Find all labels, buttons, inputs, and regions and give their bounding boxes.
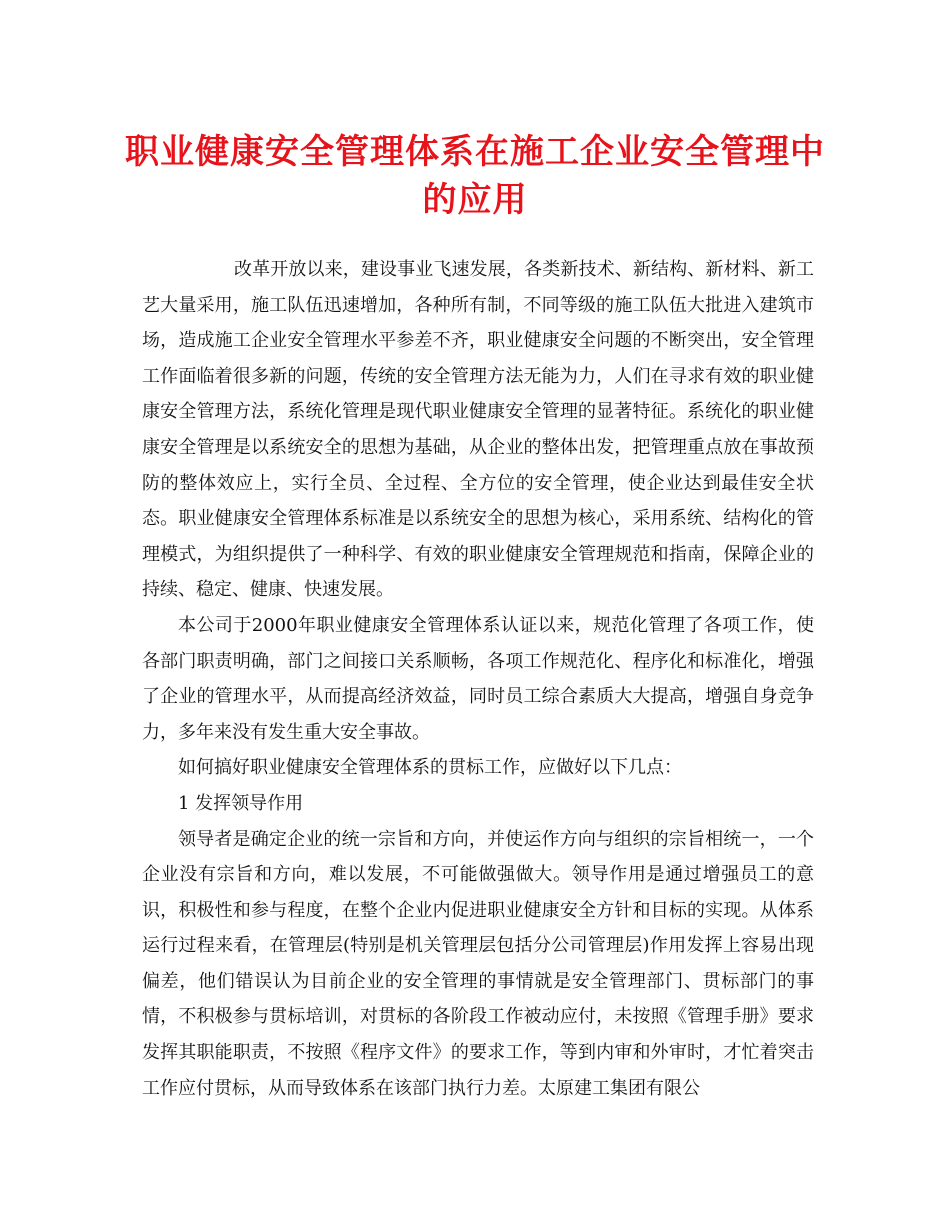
document-body	[142, 252, 814, 1106]
leadership-paragraph: 领导者是确定企业的统一宗旨和方向，并使运作方向与组织的宗旨相统一，一个企业没有宗旨和方向，难以发展，不可能做强做大。领导作用是通过增强员工的意识，积极性和参与程度，在整个企业内促进职业健康安全方针和目标的实现。从体系运行过程来看，在管理层(特别是机关管理层包括分公司管理层)作用发挥上容易出现偏差，他们错误认为目前企业的安全管理的事情就是安全管理部门、贯标部门的事情，不积极参与贯标培训，对贯标的各阶段工作被动应付，未按照《管理手册》要求发挥其职能职责，不按照《程序文件》的要求工作，等到内审和外审时，才忙着突击工作应付贯标，从而导致体系在该部门执行力差。太原建工集团有限公	[142, 828, 814, 1099]
intro-paragraph: 改革开放以来，建设事业飞速发展，各类新技术、新结构、新材料、新工艺大量采用，施工队伍迅速增加，各种所有制，不同等级的施工队伍大批进入建筑市场，造成施工企业安全管理水平参差不齐，职业健康安全问题的不断突出，安全管理工作面临着很多新的问题，传统的安全管理方法无能为力，人们在寻求有效的职业健康安全管理方法，系统化管理是现代职业健康安全管理的显著特征。系统化的职业健康安全管理是以系统安全的思想为基础，从企业的整体出发，把管理重点放在事故预防的整体效应上，实行全员、全过程、全方位的安全管理，使企业达到最佳安全状态。职业健康安全管理体系标准是以系统安全的思想为核心，采用系统、结构化的管理模式，为组织提供了一种科学、有效的职业健康安全管理规范和指南，保障企业的持续、稳定、健康、快速发展。	[142, 259, 814, 601]
document-title: 职业健康安全管理体系在施工企业安全管理中的应用	[125, 132, 825, 220]
section-heading-leadership: 1 发挥领导作用	[178, 792, 304, 814]
certification-paragraph: 本公司于2000年职业健康安全管理体系认证以来，规范化管理了各项工作，使各部门职责明确，部门之间接口关系顺畅，各项工作规范化、程序化和标准化，增强了企业的管理水平，从而提高经济效益，同时员工综合素质大大提高，增强自身竞争力，多年来没有发生重大安全事故。	[142, 614, 814, 743]
approach-paragraph: 如何搞好职业健康安全管理体系的贯标工作，应做好以下几点：	[178, 757, 682, 779]
